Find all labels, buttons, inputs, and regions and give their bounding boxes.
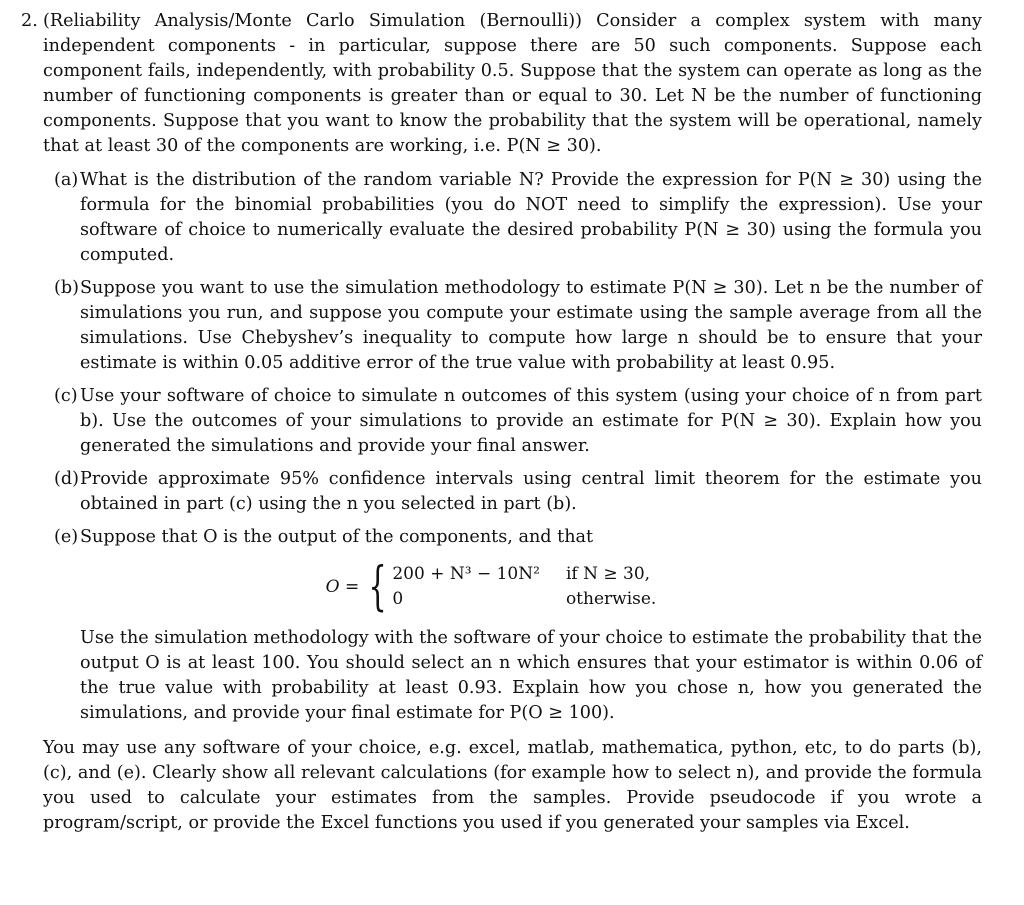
case-2-expression: 0 xyxy=(392,589,404,609)
part-label: (b) xyxy=(54,278,79,298)
part-text: Suppose you want to use the simulation methodology to estimate P(N ≥ 30). Let n be the number of simulations you run, and suppose you compute your estimate using the sample average from all the simulations. Use Chebyshev’s inequality to compute how large n should be to ensure that your estimate is within 0.05 additive error of the true value with probability at least 0.95. xyxy=(80,278,982,373)
problem-statement xyxy=(21,9,982,159)
case-2-condition: otherwise. xyxy=(565,589,657,609)
part-c xyxy=(54,384,982,459)
part-e-body xyxy=(80,525,982,726)
problem-intro: (Reliability Analysis/Monte Carlo Simulation (Bernoulli)) Consider a complex system with many independent components - in particular, suppose there are 50 such components. Suppose each component fails, independently, with probability 0.5. Suppose that the system can operate as long as the number of functioning components is greater than or equal to 30. Let N be the number of functioning components. Suppose that you want to know the probability that the system will be operational, namely that at least 30 of the components are working, i.e. P(N ≥ 30). xyxy=(43,11,982,156)
problem-number: 2. xyxy=(21,11,38,31)
parts-list xyxy=(54,168,982,726)
part-text: Suppose that O is the output of the components, and that xyxy=(80,527,594,547)
part-label: (c) xyxy=(54,386,78,406)
part-e xyxy=(54,525,982,726)
part-text: What is the distribution of the random variable N? Provide the expression for P(N ≥ 30) using the formula for the binomial probabilities (you do NOT need to simplify the expression). Use your software of choice to numerically evaluate the desired probability P(N ≥ 30) using the formula you computed. xyxy=(80,170,982,265)
case-1-expression: 200 + N³ − 10N² xyxy=(392,564,540,584)
part-text: Provide approximate 95% confidence intervals using central limit theorem for the estimate you obtained in part (c) using the n you selected in part (b). xyxy=(80,469,982,514)
part-label: (a) xyxy=(54,170,79,190)
part-text: Use your software of choice to simulate n outcomes of this system (using your choice of n from part b). Use the outcomes of your simulations to provide an estimate for P(N ≥ 30). Explain how you generated the simulations and provide your final answer. xyxy=(80,386,982,456)
part-d xyxy=(54,467,982,517)
instructions-footer: You may use any software of your choice, e.g. excel, matlab, mathematica, python, etc, to do parts (b), (c), and (e). Clearly show all relevant calculations (for example how to select n), and provide the formula you used to calculate your estimates from the samples. Provide pseudocode if you wrote a program/script, or provide the Excel functions you used if you generated your samples via Excel. xyxy=(43,738,982,833)
left-brace-icon: { xyxy=(368,557,387,617)
part-label: (e) xyxy=(54,527,79,547)
equation-lhs: O = xyxy=(325,576,360,597)
case-1-condition: if N ≥ 30, xyxy=(565,564,651,584)
part-label: (d) xyxy=(54,469,79,489)
equation-cases xyxy=(392,562,656,612)
piecewise-equation xyxy=(0,557,982,617)
part-a xyxy=(54,168,982,268)
part-b xyxy=(54,276,982,376)
part-e-followup: Use the simulation methodology with the software of your choice to estimate the probability that the output O is at least 100. You should select an n which ensures that your estimator is within 0.06 of the true value with probability at least 0.93. Explain how you chose n, how you generated the simulations, and provide your final estimate for P(O ≥ 100). xyxy=(80,628,982,723)
